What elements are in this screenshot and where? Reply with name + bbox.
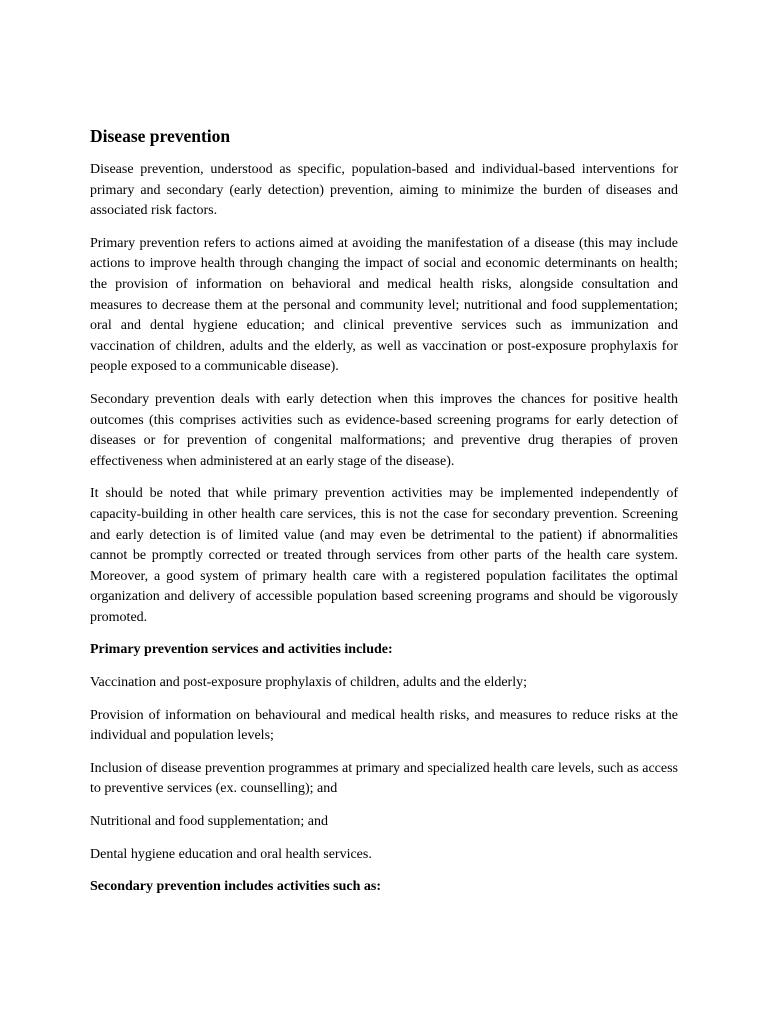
list-item: Inclusion of disease prevention programmes at primary and specialized health care levels, such as access to preventive services (ex. counselling); and	[90, 760, 678, 797]
secondary-activities-heading: Secondary prevention includes activities such as:	[90, 879, 382, 895]
document-page	[90, 124, 678, 910]
list-item: Provision of information on behavioural and medical health risks, and measures to reduce risks at the individual and population levels;	[90, 707, 678, 744]
paragraph-note: It should be noted that while primary prevention activities may be implemented independently of capacity-building in other health care services, this is not the case for secondary prevention. Screening and early detection is of limited value (and may even be detrimental to the patient) if abnormalities cannot be promptly corrected or treated through services from other parts of the health care system. Moreover, a good system of primary health care with a registered population facilitates the optimal organization and delivery of accessible population based screening programs and should be vigorously promoted.	[90, 486, 678, 625]
primary-services-heading: Primary prevention services and activities include:	[90, 642, 393, 658]
paragraph-secondary-prevention: Secondary prevention deals with early detection when this improves the chances for positive health outcomes (this comprises activities such as evidence-based screening programs for early detection of diseases or for prevention of congenital malformations; and preventive drug therapies of proven effectiveness when administered at an early stage of the disease).	[90, 391, 678, 469]
list-item: Nutritional and food supplementation; and	[90, 814, 328, 830]
document-title: Disease prevention	[90, 126, 231, 146]
list-item: Vaccination and post-exposure prophylaxis of children, adults and the elderly;	[90, 675, 527, 691]
paragraph-definition: Disease prevention, understood as specific, population-based and individual-based interventions for primary and secondary (early detection) prevention, aiming to minimize the burden of diseases and associated risk factors.	[90, 162, 678, 219]
list-item: Dental hygiene education and oral health services.	[90, 846, 372, 862]
paragraph-primary-prevention: Primary prevention refers to actions aimed at avoiding the manifestation of a disease (this may include actions to improve health through changing the impact of social and economic determinants on health; the provision of information on behavioral and medical health risks, alongside consultation and measures to decrease them at the personal and community level; nutritional and food supplementation; oral and dental hygiene education; and clinical preventive services such as immunization and vaccination of children, adults and the elderly, as well as vaccination or post-exposure prophylaxis for people exposed to a communicable disease).	[90, 235, 678, 375]
